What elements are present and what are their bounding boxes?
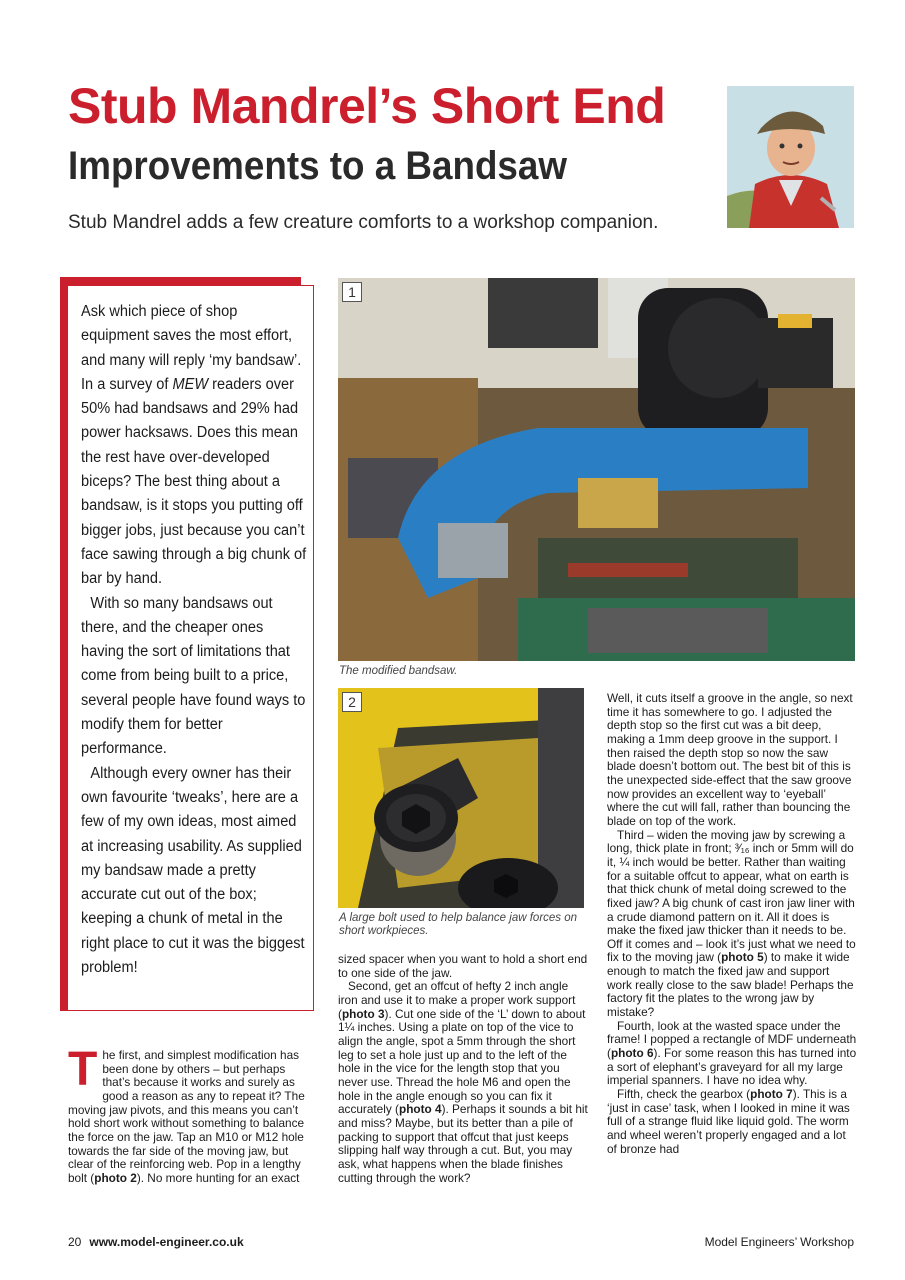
magazine-name: Model Engineers’ Workshop: [704, 1235, 854, 1249]
body-column-1: [68, 1043, 314, 1186]
sidebar-paragraph: Although every owner has their own favourite ‘tweaks’, here are a few of my own ideas, most aimed at increasing usability. As supplied my bandsaw made a pretty accurate cut out of the box; keeping a chunk of metal in the right place to cut it was the biggest problem!: [81, 764, 305, 977]
photo-2-number: 2: [342, 692, 362, 712]
body-column-2: [338, 953, 588, 1185]
sidebar-paragraph: With so many bandsaws out there, and the cheaper ones having the sort of limitations that come from being built to a price, several people have found ways to modify them for better performance.: [81, 594, 306, 758]
article-subtitle: Improvements to a Bandsaw: [68, 144, 567, 188]
photo-2-bolt: [338, 688, 584, 908]
photo-1-number: 1: [342, 282, 362, 302]
author-portrait: [727, 86, 854, 228]
body-column-3: [607, 692, 857, 1156]
photo-1-caption: The modified bandsaw.: [339, 665, 458, 677]
body-paragraph: The first, and simplest modification has been done by others – but perhaps that’s because it works and surely as good a reason as any to repeat it? The moving jaw pivots, and this means you can’t hold short work without something to balance the force on the jaw. Tap an M10 or M12 hole towards the far side of the moving jaw, but clear of the reinforcing web. Pop in a lengthy bolt (photo 2). No more hunting for an exact: [68, 1043, 305, 1185]
body-paragraph: Fifth, check the gearbox (photo 7). This is a ‘just in case’ task, when I looked in mine it was full of a strange fluid like liquid gold. The worm and wheel weren’t properly engaged and a lot of bronze had: [607, 1087, 850, 1156]
body-paragraph: Second, get an offcut of hefty 2 inch angle iron and use it to make a proper work support (photo 3). Cut one side of the ‘L’ down to about 1¼ inches. Using a plate on top of the vice to align the angle, spot a 5mm through the short leg to set a hole just up and to the left of the hole in the vice for the length stop that you never use. Thread the hole M6 and open the hole in the angle enough so you can fix it accurately (photo 4). Perhaps it sounds a bit hit and miss? Maybe, but its better than a pile of packing to support that offcut that just keeps slipping half way through a cut. But, you may ask, what happens when the blade finishes cutting through the work?: [338, 979, 588, 1185]
page-number: 20: [68, 1235, 82, 1249]
sidebar-paragraph: Ask which piece of shop equipment saves the most effort, and many will reply ‘my bandsaw’. In a survey of MEW readers over 50% had bandsaws and 29% had power hacksaws. Does this mean the rest have over-developed biceps? The best thing about a bandsaw, is it stops you putting off bigger jobs, just because you can’t face sawing through a big chunk of bar by hand.: [81, 303, 307, 588]
drop-cap: T: [68, 1043, 98, 1096]
sidebar-accent-bar: [60, 277, 301, 285]
article-title: Stub Mandrel’s Short End: [68, 78, 666, 134]
intro-sidebar: [68, 285, 314, 1011]
body-paragraph: Fourth, look at the wasted space under the frame! I popped a rectangle of MDF underneath (photo 6). For some reason this has turned into a sort of elephant’s graveyard for all my large imperial spanners. I have no idea why.: [607, 1018, 857, 1088]
photo-1-bandsaw: [338, 278, 855, 661]
photo-2-caption: A large bolt used to help balance jaw forces on short workpieces.: [339, 912, 578, 937]
sidebar-accent-bar-vertical: [60, 277, 68, 1011]
body-paragraph: Well, it cuts itself a groove in the angle, so next time it has somewhere to go. I adjusted the depth stop so the first cut was a bit deep, making a 1mm deep groove in the support. I then raised the depth stop so now the saw blade doesn’t bottom out. The best bit of this is the unexpected side-effect that the saw groove now provides an excellent way to ‘eyeball’ where the cut will fall, rather than bouncing the blade on top of the work.: [607, 691, 853, 828]
page-footer-left: [68, 1235, 244, 1249]
website-link[interactable]: www.model-engineer.co.uk: [89, 1235, 244, 1249]
standfirst: Stub Mandrel adds a few creature comforts to a workshop companion.: [68, 212, 659, 233]
body-paragraph: sized spacer when you want to hold a short end to one side of the jaw.: [338, 952, 588, 980]
body-paragraph: Third – widen the moving jaw by screwing a long, thick plate in front; ³⁄₁₆ inch or 5mm will do it, ¼ inch would be better. Rather than waiting for a suitable offcut to appear, what on earth is that thick chunk of metal doing screwed to the fixed jaw? A big chunk of cast iron jaw liner with a crude diamond pattern on it. All it does is make the fixed jaw thicker than it needs to be. Off it comes and – look it’s just what we need to fix to the moving jaw (photo 5) to make it wide enough to match the fixed jaw and support work really close to the saw blade! Perhaps the factory fit the plates to the wrong jaw by mistake?: [607, 827, 856, 1020]
